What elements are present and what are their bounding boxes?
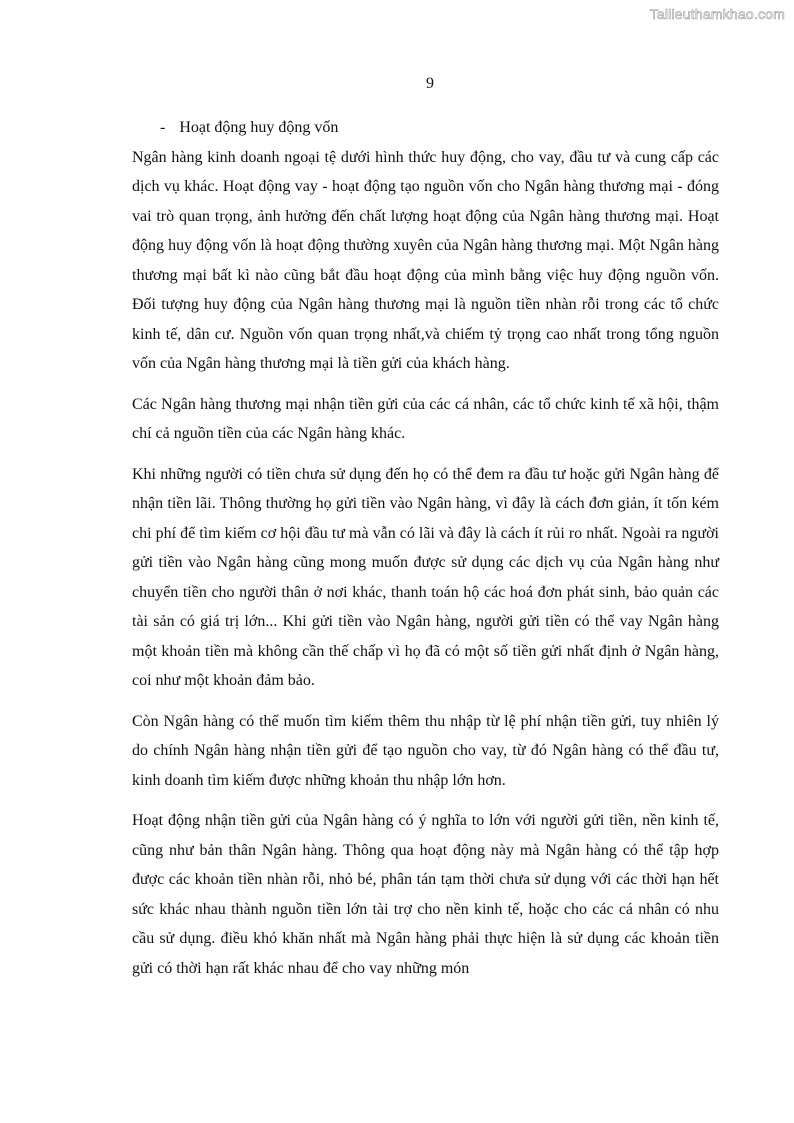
document-body (132, 113, 719, 994)
paragraph-2: Các Ngân hàng thương mại nhận tiền gửi của các cá nhân, các tổ chức kinh tế xã hội, thậm chí cả nguồn tiền của các Ngân hàng khác. (132, 395, 719, 442)
paragraph-5: Hoạt động nhận tiền gửi của Ngân hàng có ý nghĩa to lớn với người gửi tiền, nền kinh tế, cũng như bản thân Ngân hàng. Thông qua hoạt động này mà Ngân hàng có thể tập hợp được các khoản tiền nhàn rỗi, nhỏ bé, phân tán tạm thời chưa sử dụng với các thời hạn hết sức khác nhau thành nguồn tiền lớn tài trợ cho nền kinh tế, hoặc cho các cá nhân có nhu cầu sử dụng. điều khó khăn nhất mà Ngân hàng phải thực hiện là sử dụng các khoản tiền gửi có thời hạn rất khác nhau để cho vay những món (132, 812, 719, 977)
watermark-text: Tailieuthamkhao.com (649, 6, 785, 22)
paragraph-3: Khi những người có tiền chưa sử dụng đến họ có thể đem ra đầu tư hoặc gửi Ngân hàng để nhận tiền lãi. Thông thường họ gửi tiền vào Ngân hàng, vì đây là cách đơn giản, ít tốn kém chi phí để tìm kiếm cơ hội đầu tư mà vẫn có lãi và đây là cách ít rủi ro nhất. Ngoài ra người gửi tiền vào Ngân hàng cũng mong muốn được sử dụng các dịch vụ của Ngân hàng như chuyển tiền cho người thân ở nơi khác, thanh toán hộ các hoá đơn phát sinh, bảo quản các tài sản có giá trị lớn... Khi gửi tiền vào Ngân hàng, người gửi tiền có thể vay Ngân hàng một khoản tiền mà không cần thế chấp vì họ đã có một số tiền gửi nhất định ở Ngân hàng, coi như một khoản đảm bảo. (132, 465, 719, 689)
paragraph-1: Ngân hàng kinh doanh ngoại tệ dưới hình thức huy động, cho vay, đầu tư và cung cấp các dịch vụ khác. Hoạt động vay - hoạt động tạo nguồn vốn cho Ngân hàng thương mại - đóng vai trò quan trọng, ảnh hưởng đến chất lượng hoạt động của Ngân hàng thương mại. Hoạt động huy động vốn là hoạt động thường xuyên của Ngân hàng thương mại. Một Ngân hàng thương mại bất kì nào cũng bắt đầu hoạt động của mình bằng việc huy động nguồn vốn. Đối tượng huy động của Ngân hàng thương mại là nguồn tiền nhàn rỗi trong các tổ chức kinh tế, dân cư. Nguồn vốn quan trọng nhất,và chiếm tỷ trọng cao nhất trong tổng nguồn vốn của Ngân hàng thương mại là tiền gửi của khách hàng. (132, 148, 719, 372)
page-number: 9 (426, 75, 434, 92)
paragraph-4: Còn Ngân hàng có thể muốn tìm kiếm thêm thu nhập từ lệ phí nhận tiền gửi, tuy nhiên lý do chính Ngân hàng nhận tiền gửi để tạo nguồn cho vay, từ đó Ngân hàng có thể đầu tư, kinh doanh tìm kiếm được những khoản thu nhập lớn hơn. (132, 712, 719, 789)
section-title: Hoạt động huy động vốn (179, 119, 339, 136)
bullet-dash: - (160, 119, 166, 136)
section-heading (132, 113, 719, 143)
